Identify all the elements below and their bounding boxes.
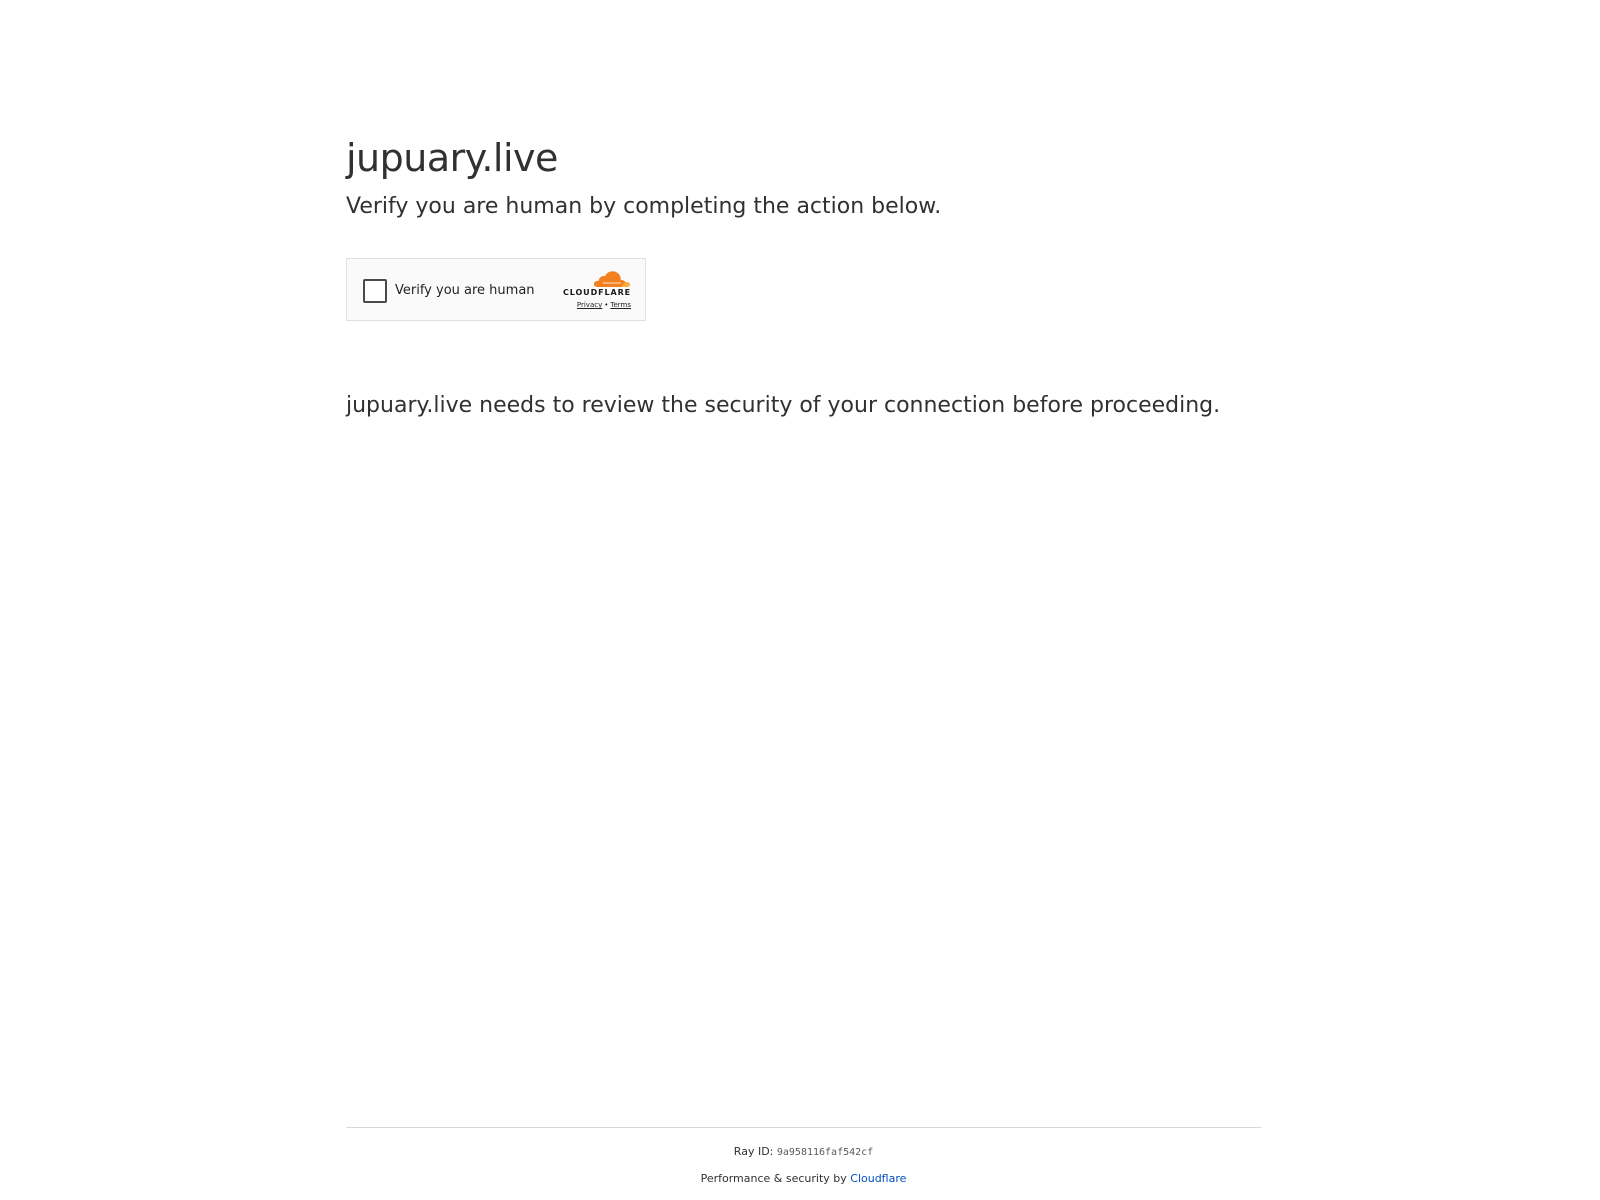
footer [346, 1127, 1261, 1185]
cloudflare-wordmark: CLOUDFLARE [563, 288, 631, 297]
verify-checkbox[interactable] [363, 279, 387, 303]
link-separator: • [604, 301, 609, 309]
turnstile-widget [346, 258, 646, 321]
page-title: jupuary.live [346, 136, 558, 180]
ray-id-line [346, 1144, 1261, 1161]
performance-line [346, 1171, 1261, 1187]
page-subtitle: Verify you are human by completing the action below. [346, 194, 942, 219]
privacy-link[interactable]: Privacy [576, 301, 603, 309]
cloudflare-branding [549, 269, 631, 313]
cloudflare-cloud-icon [591, 269, 631, 289]
cloudflare-link[interactable]: Cloudflare [850, 1172, 907, 1185]
ray-id-value: 9a958116faf542cf [776, 1147, 874, 1158]
verify-checkbox-label[interactable]: Verify you are human [395, 283, 535, 298]
security-review-text: jupuary.live needs to review the security of your connection before proceeding. [346, 393, 1221, 418]
terms-link[interactable]: Terms [610, 301, 631, 309]
widget-legal-links [577, 301, 631, 309]
performance-label: Performance & security by [700, 1172, 847, 1185]
ray-id-label: Ray ID: [733, 1145, 774, 1158]
